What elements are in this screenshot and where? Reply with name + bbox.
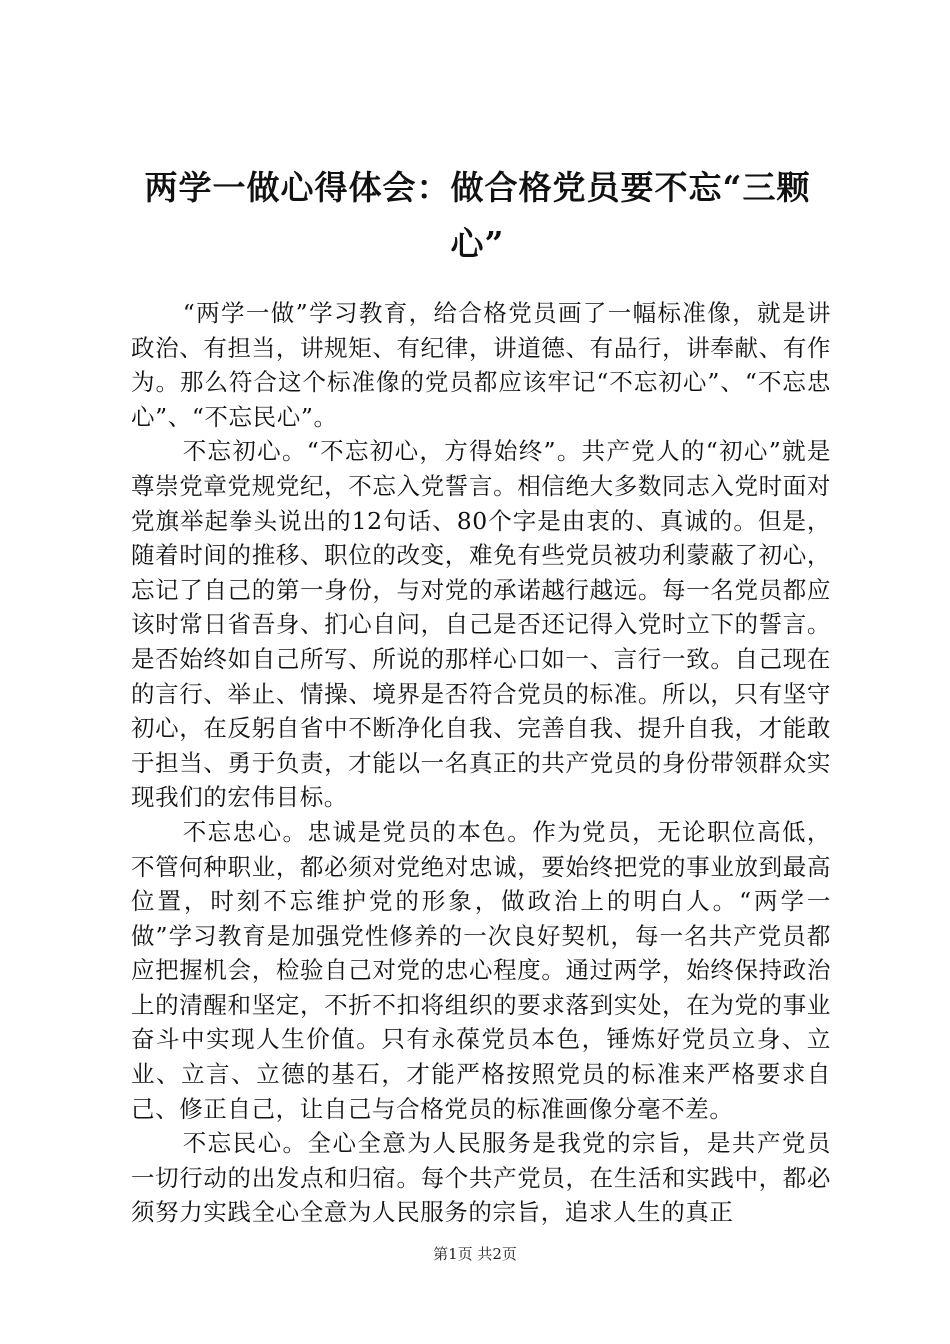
document-title: 两学一做心得体会：做合格党员要不忘“三颗心”: [144, 168, 811, 263]
paragraph-original-heart: 不忘初心。“不忘初心，方得始终”。共产党人的“初心”就是尊崇党章党规党纪，不忘入党誓言。相信绝大多数同志入党时面对党旗举起拳头说出的12句话、80个字是由衷的、真诚的。但是，随着时间的推移、职位的改变，难免有些党员被功利蒙蔽了初心，忘记了自己的第一身份，与对党的承诺越行越远。每一名党员都应该时常日省吾身、扪心自问，自己是否还记得入党时立下的誓言。是否始终如自己所写、所说的那样心口如一、言行一致。自己现在的言行、举止、情操、境界是否符合党员的标准。所以，只有坚守初心，在反躬自省中不断净化自我、完善自我、提升自我，才能敢于担当、勇于负责，才能以一名真正的共产党员的身份带领群众实现我们的宏伟目标。: [131, 437, 831, 812]
paragraph-people-heart: 不忘民心。全心全意为人民服务是我党的宗旨，是共产党员一切行动的出发点和归宿。每个共产党员，在生活和实践中，都必须努力实践全心全意为人民服务的宗旨，追求人生的真正: [131, 1129, 831, 1227]
page-footer: 第1页 共2页: [433, 1245, 517, 1263]
paragraph-intro: “两学一做”学习教育，给合格党员画了一幅标准像，就是讲政治、有担当，讲规矩、有纪律，讲道德、有品行，讲奉献、有作为。那么符合这个标准像的党员都应该牢记“不忘初心”、“不忘忠心”、“不忘民心”。: [131, 299, 831, 431]
document-body: [131, 296, 831, 1230]
paragraph-loyal-heart: 不忘忠心。忠诚是党员的本色。作为党员，无论职位高低，不管何种职业，都必须对党绝对忠诚，要始终把党的事业放到最高位置，时刻不忘维护党的形象，做政治上的明白人。“两学一做”学习教育是加强党性修养的一次良好契机，每一名共产党员都应把握机会，检验自己对党的忠心程度。通过两学，始终保持政治上的清醒和坚定，不折不扣将组织的要求落到实处，在为党的事业奋斗中实现人生价值。只有永葆党员本色，锤炼好党员立身、立业、立言、立德的基石，才能严格按照党员的标准来严格要求自己、修正自己，让自己与合格党员的标准画像分毫不差。: [131, 817, 831, 1123]
